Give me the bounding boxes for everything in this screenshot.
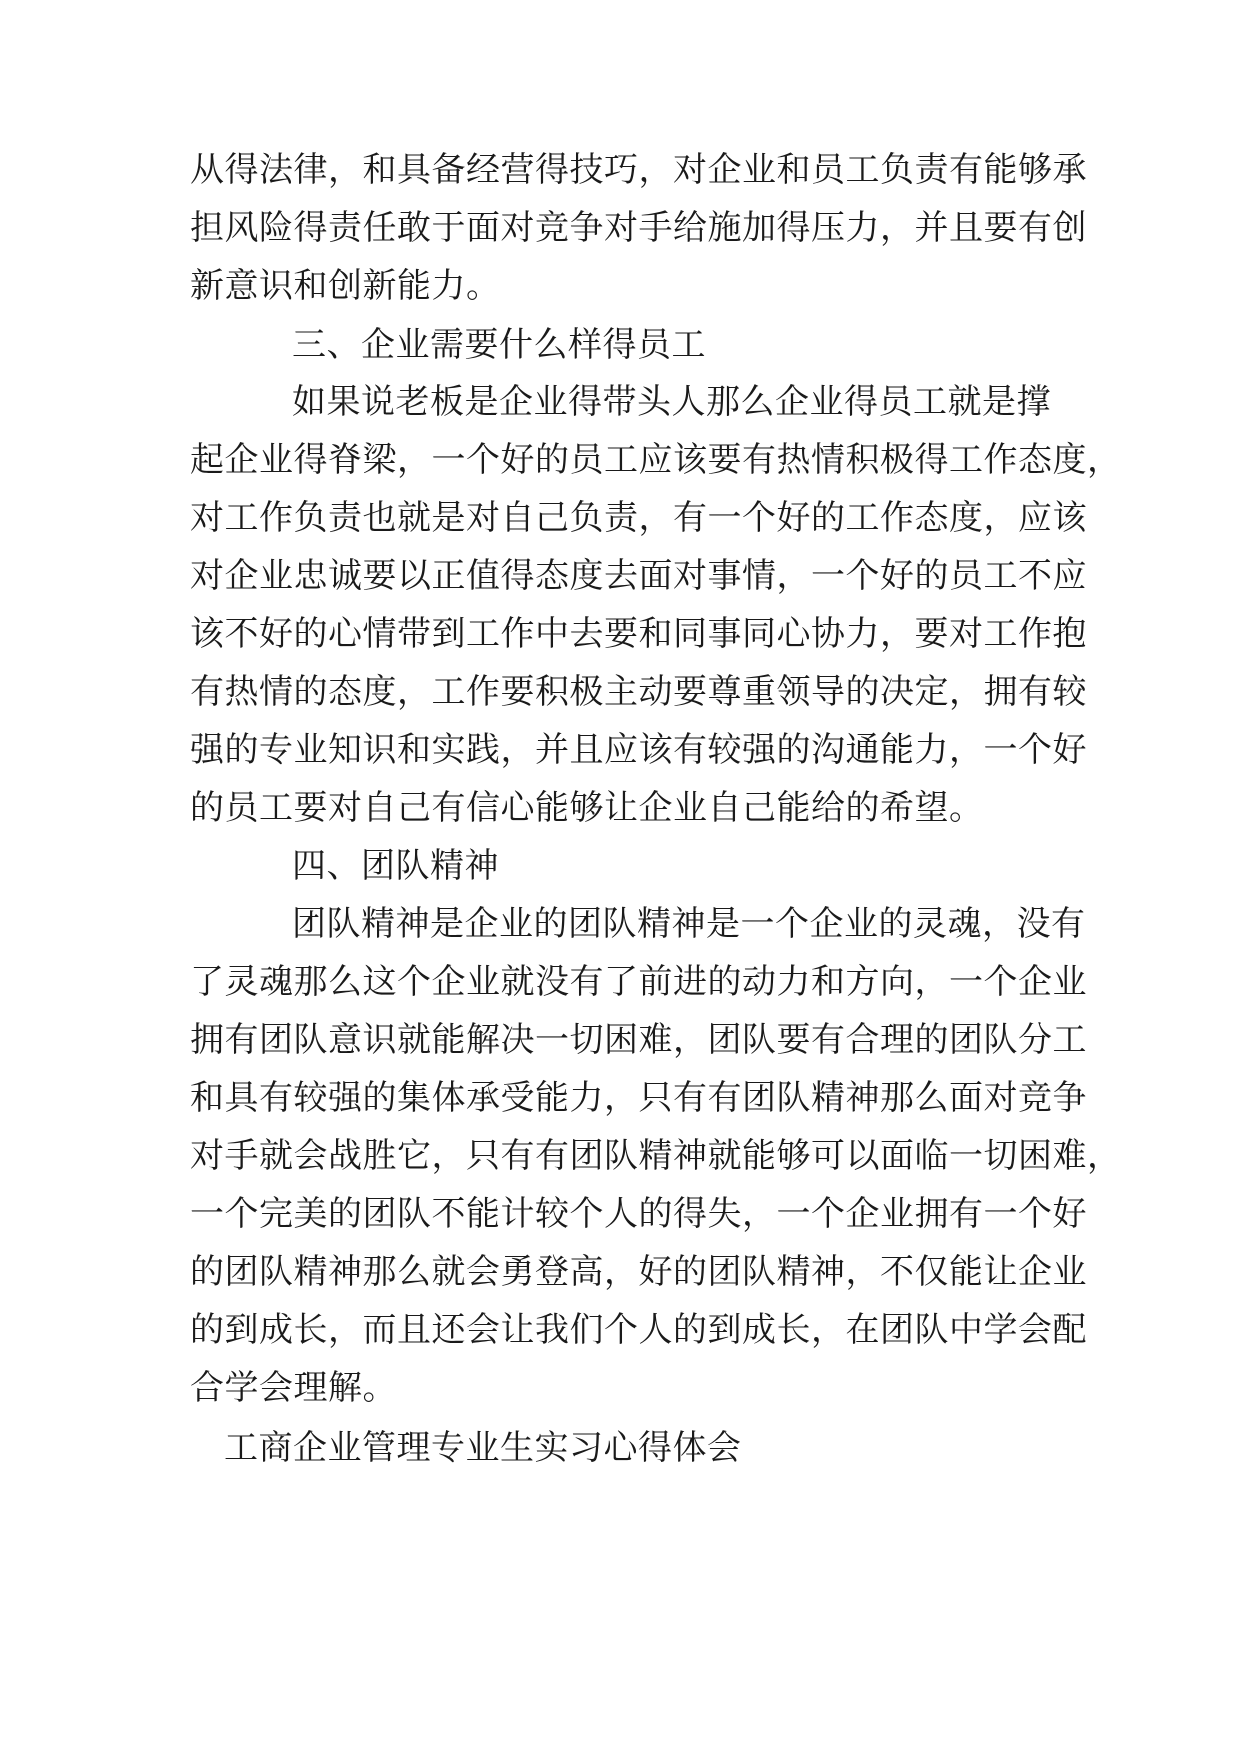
body-text-line: 一个完美的团队不能计较个人的得失，一个企业拥有一个好 bbox=[190, 1194, 1087, 1234]
body-text-line: 了灵魂那么这个企业就没有了前进的动力和方向，一个企业 bbox=[190, 962, 1087, 1002]
body-text-line: 起企业得脊梁，一个好的员工应该要有热情积极得工作态度， bbox=[190, 440, 1122, 480]
body-text-line: 的团队精神那么就会勇登高，好的团队精神，不仅能让企业 bbox=[190, 1252, 1087, 1292]
body-text-line: 如果说老板是企业得带头人那么企业得员工就是撑 bbox=[292, 382, 1051, 422]
body-text-line: 新意识和创新能力。 bbox=[190, 266, 501, 306]
body-text-line: 担风险得责任敢于面对竞争对手给施加得压力，并且要有创 bbox=[190, 208, 1087, 248]
body-text-line: 从得法律，和具备经营得技巧，对企业和员工负责有能够承 bbox=[190, 150, 1087, 190]
body-text-line: 合学会理解。 bbox=[190, 1368, 397, 1408]
body-text-line: 拥有团队意识就能解决一切困难，团队要有合理的团队分工 bbox=[190, 1020, 1087, 1060]
body-text-line: 对工作负责也就是对自己负责，有一个好的工作态度，应该 bbox=[190, 498, 1087, 538]
body-text-line: 和具有较强的集体承受能力，只有有团队精神那么面对竞争 bbox=[190, 1078, 1087, 1118]
body-text-line: 团队精神是企业的团队精神是一个企业的灵魂，没有 bbox=[292, 904, 1086, 944]
body-text-line: 该不好的心情带到工作中去要和同事同心协力，要对工作抱 bbox=[190, 614, 1087, 654]
body-text-line: 对手就会战胜它，只有有团队精神就能够可以面临一切困难， bbox=[190, 1136, 1122, 1176]
document-title: 工商企业管理专业生实习心得体会 bbox=[224, 1428, 742, 1468]
section-heading: 三、企业需要什么样得员工 bbox=[292, 325, 706, 365]
body-text-line: 对企业忠诚要以正值得态度去面对事情，一个好的员工不应 bbox=[190, 556, 1087, 596]
body-text-line: 的到成长，而且还会让我们个人的到成长，在团队中学会配 bbox=[190, 1310, 1087, 1350]
section-heading: 四、团队精神 bbox=[292, 846, 499, 886]
body-text-line: 强的专业知识和实践，并且应该有较强的沟通能力，一个好 bbox=[190, 730, 1087, 770]
body-text-line: 的员工要对自己有信心能够让企业自己能给的希望。 bbox=[190, 788, 984, 828]
body-text-line: 有热情的态度，工作要积极主动要尊重领导的决定，拥有较 bbox=[190, 672, 1087, 712]
